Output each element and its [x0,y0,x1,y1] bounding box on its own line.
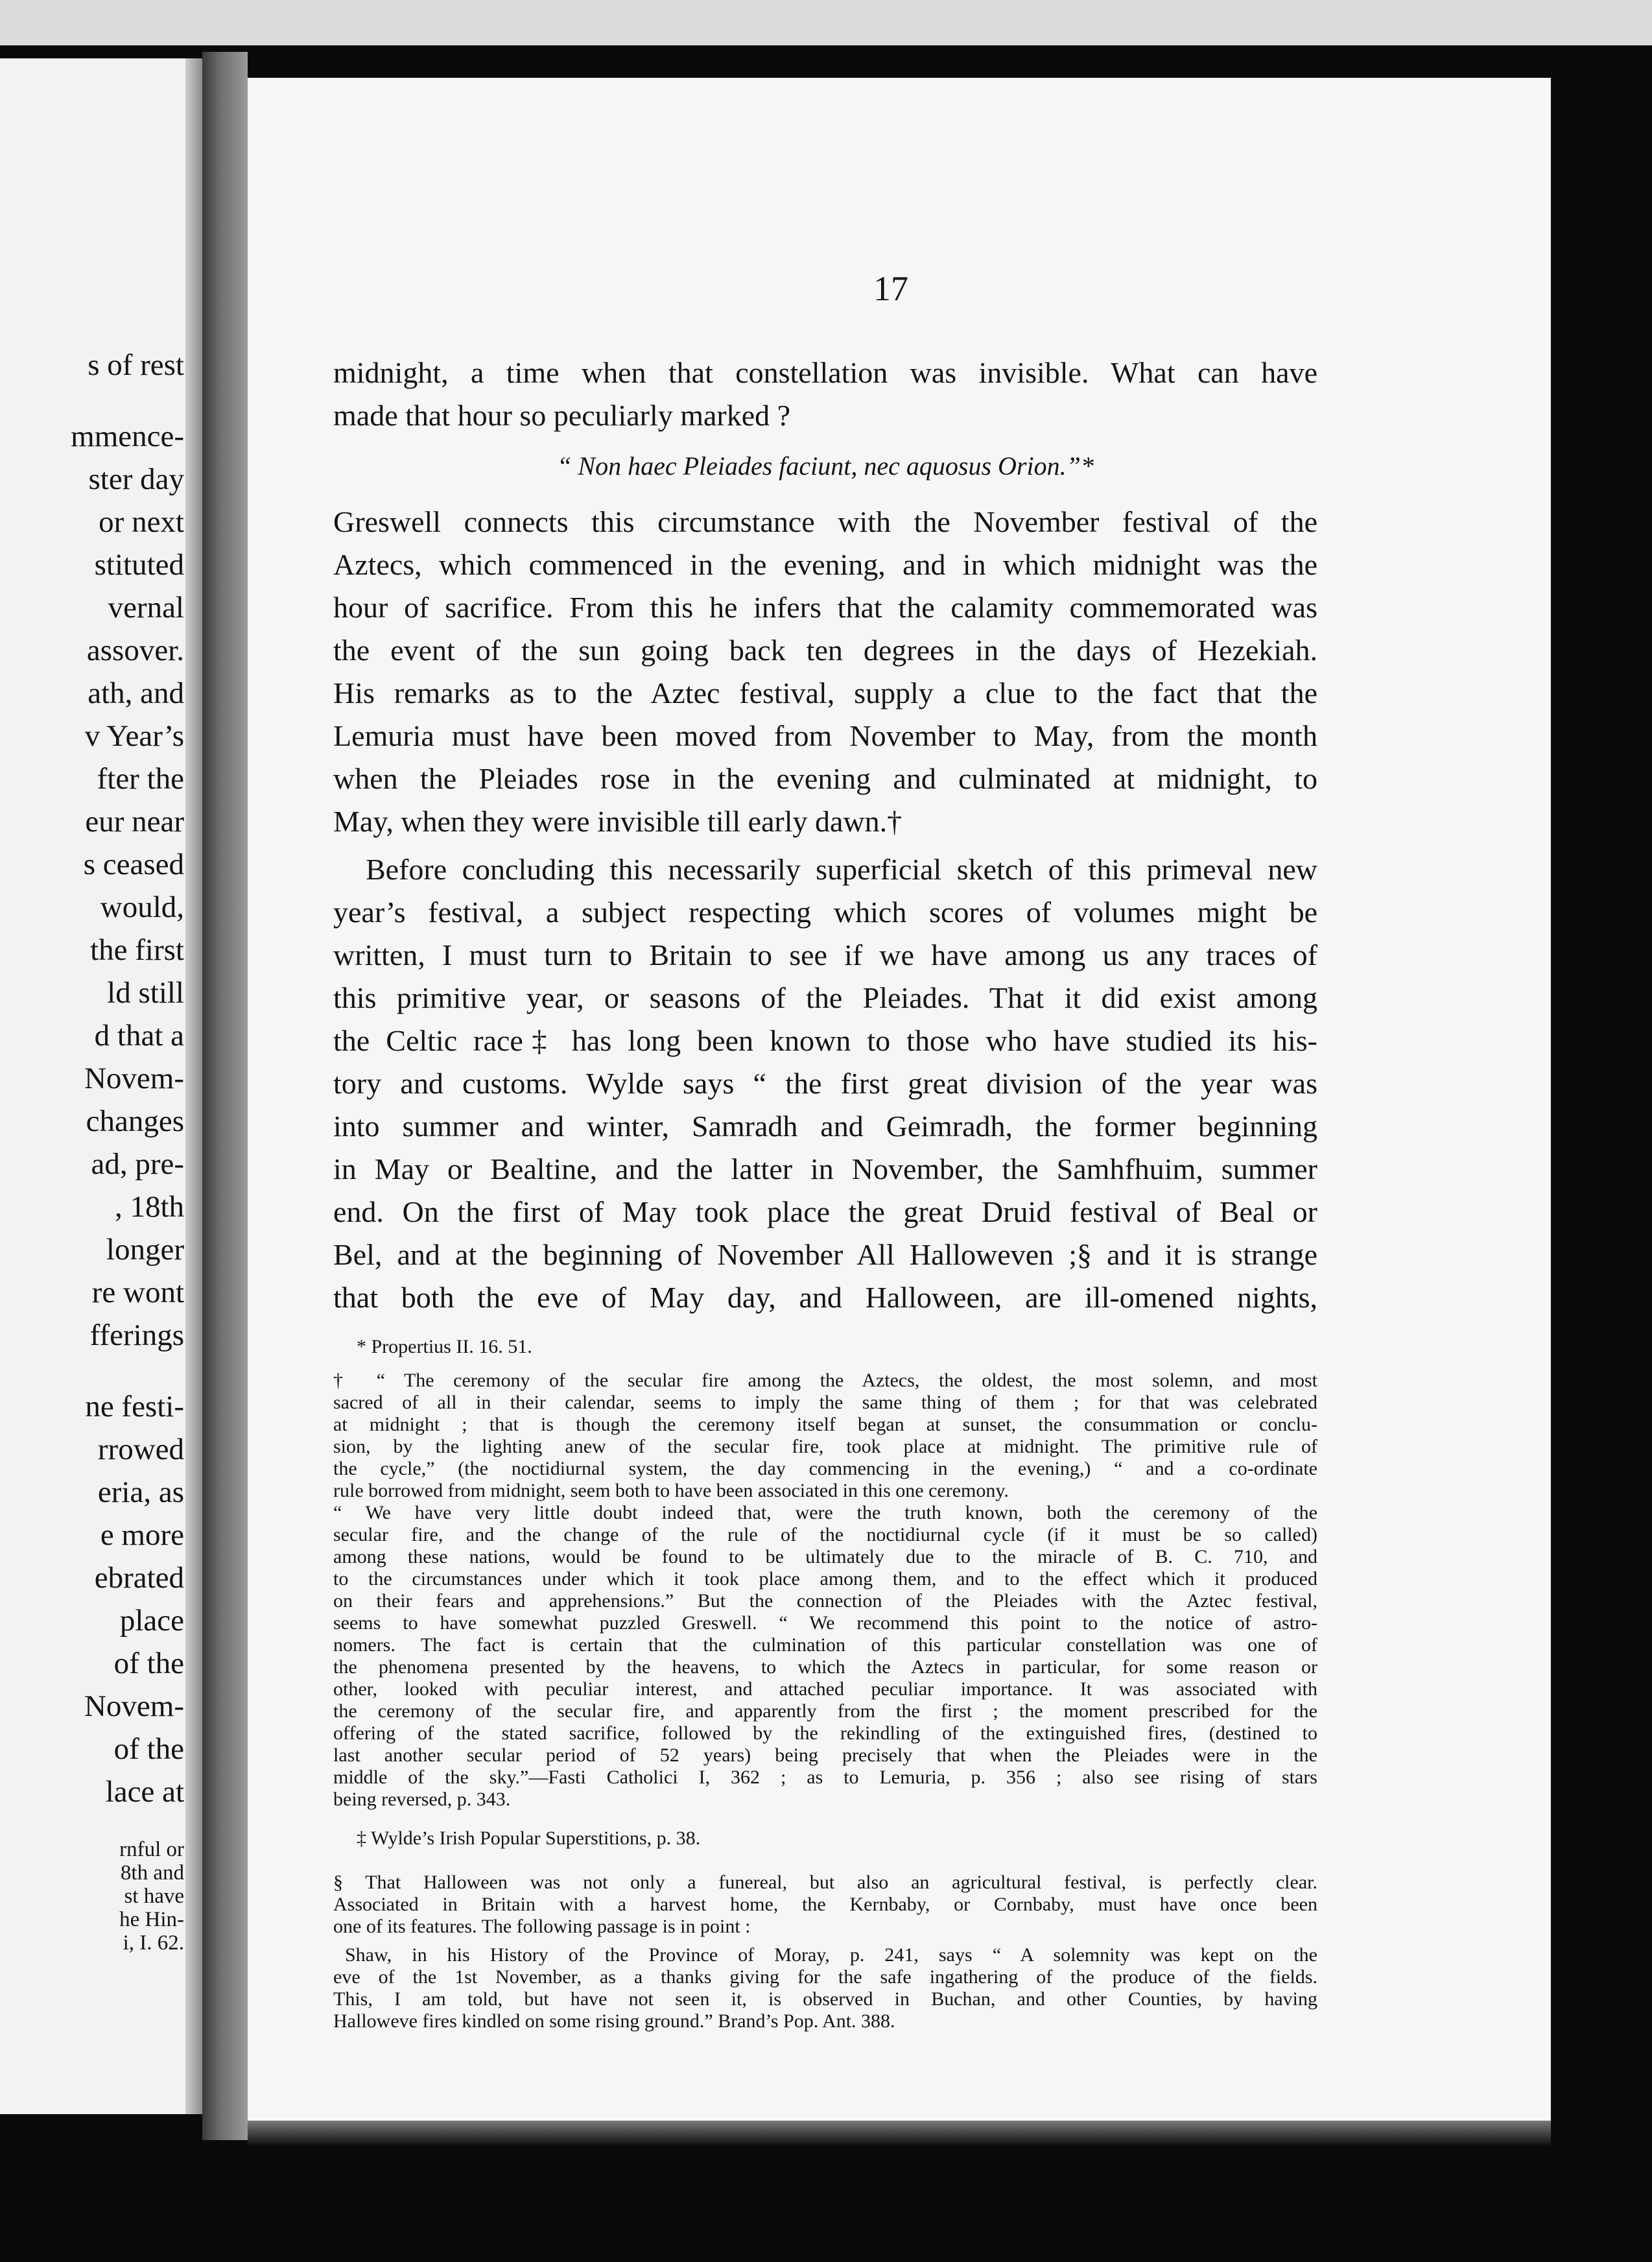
left-text-fragment: s of rest [88,348,184,382]
left-text-fragment: or next [99,505,184,539]
left-page-gutter [185,58,202,2114]
body-line: year’s festival, a subject respecting which scores of volumes might be [333,896,1317,929]
left-text-fragment: re wont [91,1276,184,1309]
footnote-line: being reversed, p. 343. [333,1789,511,1810]
left-text-fragment: stituted [94,548,184,582]
body-line: Lemuria must have been moved from November to May, from the month [333,719,1317,752]
left-text-fragment: lace at [105,1775,184,1809]
footnote-line: * Propertius II. 16. 51. [357,1336,532,1357]
body-line: end. On the first of May took place the great Druid festival of Beal or [333,1195,1317,1228]
left-text-fragment: 8th and [120,1861,184,1885]
left-text-fragment: s ceased [83,848,184,881]
body-line: written, I must turn to Britain to see if we have among us any traces of [333,938,1317,971]
body-line: made that hour so peculiarly marked ? [333,399,791,432]
footnote-line: Shaw, in his History of the Province of Moray, p. 241, says “ A solemnity was kept on the [345,1944,1317,1966]
left-text-fragment: st have [124,1885,184,1908]
footnote-line: This, I am told, but have not seen it, is observed in Buchan, and other Counties, by having [333,1988,1317,2010]
page-number: 17 [873,269,908,308]
left-text-fragment: of the [113,1732,184,1766]
body-line: May, when they were invisible till early dawn.† [333,805,903,838]
left-text-fragment: vernal [108,591,184,625]
footnote-line: the cycle,” (the noctidiurnal system, the day commencing in the evening,) “ and a co-ordinate [333,1458,1317,1479]
left-text-fragment: eur near [85,805,184,839]
left-text-fragment: ne festi- [85,1390,184,1423]
left-text-fragment: d that a [94,1019,184,1053]
body-line: Greswell connects this circumstance with the November festival of the [333,505,1317,538]
left-text-fragment: he Hin- [119,1908,184,1931]
body-line: midnight, a time when that constellation was invisible. What can have [333,356,1317,389]
left-text-fragment: longer [106,1233,184,1267]
left-text-fragment: v Year’s [84,719,184,753]
left-text-fragment: mmence- [71,420,184,453]
footnote-line: Halloweve fires kindled on some rising ground.” Brand’s Pop. Ant. 388. [333,2010,895,2032]
body-line: the Celtic race‡ has long been known to those who have studied its his- [333,1024,1317,1057]
body-line: into summer and winter, Samradh and Geimradh, the former beginning [333,1110,1317,1143]
left-text-fragment: , 18th [114,1190,184,1224]
scan-top-strip [0,0,1652,45]
epigraph-quote: “ Non haec Pleiades faciunt, nec aquosus Orion.”* [557,451,1094,481]
body-line: the event of the sun going back ten degrees in the days of Hezekiah. [333,634,1317,667]
left-text-fragment: Novem- [84,1689,184,1723]
left-text-fragment: i, I. 62. [123,1931,184,1955]
left-text-fragment: rrowed [97,1433,184,1466]
left-text-fragment: assover. [86,634,184,667]
footnote-line: eve of the 1st November, as a thanks giving for the safe ingathering of the produce of the fields. [333,1966,1317,1988]
left-text-fragment: fferings [89,1318,184,1352]
left-text-fragment: ad, pre- [91,1147,184,1181]
left-text-fragment: place [119,1604,184,1637]
left-text-fragment: ld still [107,976,184,1010]
footnote-line: Associated in Britain with a harvest home, the Kernbaby, or Cornbaby, must have once been [333,1894,1317,1915]
book-spine-shadow [202,52,248,2140]
left-text-fragment: changes [86,1104,184,1138]
body-line: when the Pleiades rose in the evening and culminated at midnight, to [333,762,1317,795]
footnote-line: rule borrowed from midnight, seem both to have been associated in this one ceremony. [333,1480,1009,1501]
left-text-fragment: rnful or [119,1838,184,1861]
footnote-line: § That Halloween was not only a funereal, but also an agricultural festival, is perfectly clear. [333,1872,1317,1893]
footnote-line: on their fears and apprehensions.” But the connection of the Pleiades with the Aztec festival, [333,1590,1317,1612]
footnote-line: one of its features. The following passage is in point : [333,1916,751,1937]
footnote-line: last another secular period of 52 years) being precisely that when the Pleiades were in the [333,1744,1317,1766]
footnote-line: † “ The ceremony of the secular fire among the Aztecs, the oldest, the most solemn, and most [333,1370,1317,1391]
left-text-fragment: e more [100,1518,184,1552]
footnote-line: sacred of all in their calendar, seems to imply the same thing of them ; for that was celebrated [333,1392,1317,1413]
left-page-fragment [0,58,202,2114]
footnote-line: seems to have somewhat puzzled Greswell. “ We recommend this point to the notice of astro- [333,1612,1317,1634]
body-line: Before concluding this necessarily superficial sketch of this primeval new [366,853,1317,886]
footnote-line: other, looked with peculiar interest, and attached peculiar importance. It was associated with [333,1678,1317,1700]
footnote-line: the phenomena presented by the heavens, to which the Aztecs in particular, for some reason or [333,1656,1317,1678]
body-line: that both the eve of May day, and Halloween, are ill-omened nights, [333,1281,1317,1314]
footnote-line: nomers. The fact is certain that the culmination of this particular constellation was one of [333,1634,1317,1656]
body-line: in May or Bealtine, and the latter in November, the Samhfhuim, summer [333,1152,1317,1185]
left-text-fragment: Novem- [84,1062,184,1095]
footnote-line: offering of the stated sacrifice, followed by the rekindling of the extinguished fires, (destined to [333,1722,1317,1744]
footnote-line: “ We have very little doubt indeed that, were the truth known, both the ceremony of the [333,1502,1317,1523]
footnote-line: secular fire, and the change of the rule of the noctidiurnal cycle (if it must be so called) [333,1524,1317,1545]
page-bottom-shadow [248,2121,1551,2147]
footnote-line: sion, by the lighting anew of the secular fire, took place at midnight. The primitive rule of [333,1436,1317,1457]
left-text-fragment: of the [113,1647,184,1680]
left-text-fragment: the first [90,933,184,967]
left-text-fragment: ebrated [94,1561,184,1595]
footnote-line: among these nations, would be found to be ultimately due to the miracle of B. C. 710, and [333,1546,1317,1567]
footnote-line: at midnight ; that is though the ceremony itself began at sunset, the consummation or conclu- [333,1414,1317,1435]
left-text-fragment: fter the [97,762,184,796]
body-line: His remarks as to the Aztec festival, supply a clue to the fact that the [333,676,1317,709]
body-line: Bel, and at the beginning of November All Halloweven ;§ and it is strange [333,1238,1317,1271]
footnote-line: middle of the sky.”—Fasti Catholici I, 362 ; as to Lemuria, p. 356 ; also see rising of stars [333,1767,1317,1788]
main-page [248,78,1551,2121]
left-text-fragment: ster day [88,462,184,496]
footnote-line: the ceremony of the secular fire, and apparently from the first ; the moment prescribed for the [333,1700,1317,1722]
left-text-fragment: ath, and [88,676,184,710]
body-line: tory and customs. Wylde says “ the first great division of the year was [333,1067,1317,1100]
left-text-fragment: eria, as [97,1475,184,1509]
left-text-fragment: would, [100,890,184,924]
body-line: hour of sacrifice. From this he infers that the calamity commemorated was [333,591,1317,624]
body-line: Aztecs, which commenced in the evening, and in which midnight was the [333,548,1317,581]
footnote-line: ‡ Wylde’s Irish Popular Superstitions, p. 38. [357,1827,701,1849]
body-line: this primitive year, or seasons of the Pleiades. That it did exist among [333,981,1317,1014]
footnote-line: to the circumstances under which it took place among them, and to the effect which it produced [333,1568,1317,1589]
